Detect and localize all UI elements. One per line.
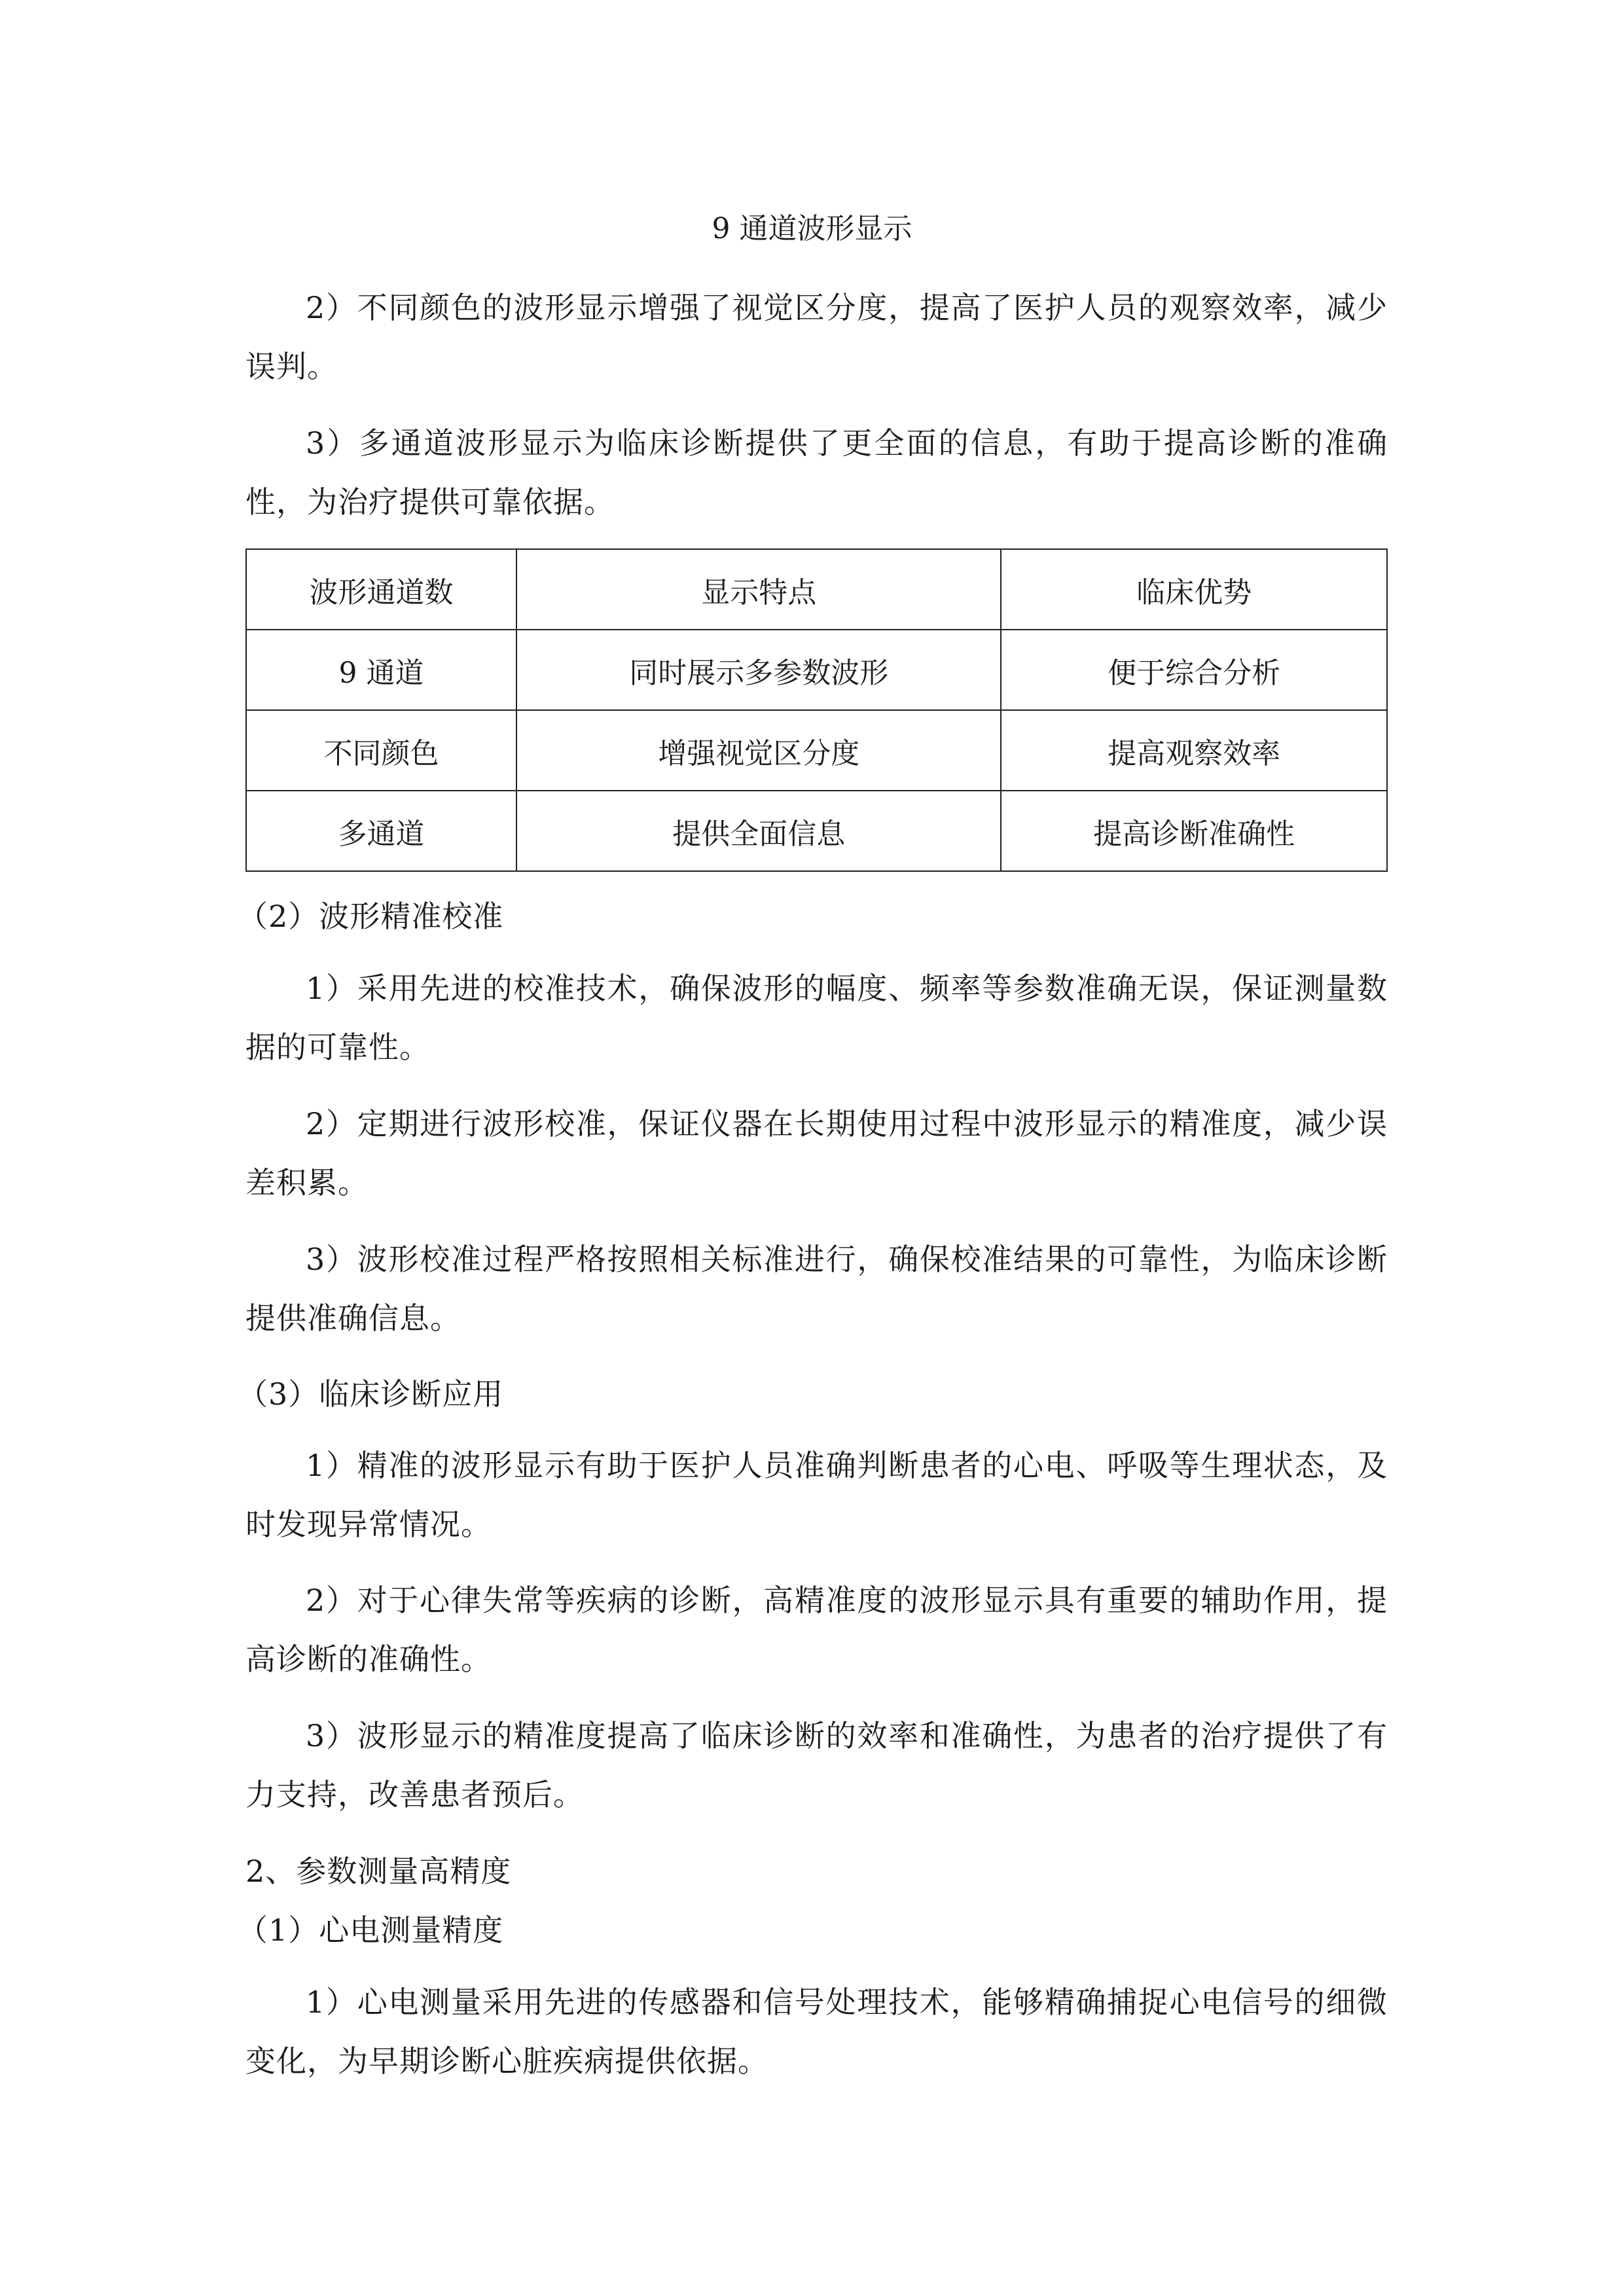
table-cell: 便于综合分析 (1001, 630, 1387, 710)
table-row (246, 791, 1387, 871)
paragraph: 2）对于心律失常等疾病的诊断，高精准度的波形显示具有重要的辅助作用，提高诊断的准确性。 (245, 1583, 1388, 1677)
paragraph: 1）采用先进的校准技术，确保波形的幅度、频率等参数准确无误，保证测量数据的可靠性。 (245, 971, 1388, 1065)
table-cell: 多通道 (246, 791, 516, 871)
figure-caption: 9 通道波形显示 (712, 212, 912, 245)
table-cell: 同时展示多参数波形 (516, 630, 1001, 710)
paragraph: 1）心电测量采用先进的传感器和信号处理技术，能够精确捕捉心电信号的细微变化，为早期诊断心脏疾病提供依据。 (245, 1984, 1388, 2079)
table-cell: 9 通道 (246, 630, 516, 710)
section-heading: （3）临床诊断应用 (238, 1376, 504, 1412)
table-cell: 提高观察效率 (1001, 710, 1387, 791)
paragraph: 1）精准的波形显示有助于医护人员准确判断患者的心电、呼吸等生理状态，及时发现异常情况。 (245, 1448, 1388, 1542)
table-cell: 提供全面信息 (516, 791, 1001, 871)
paragraph: 3）多通道波形显示为临床诊断提供了更全面的信息，有助于提高诊断的准确性，为治疗提供可靠依据。 (245, 425, 1388, 520)
section-heading: 2、参数测量高精度 (245, 1854, 512, 1889)
paragraph: 2）定期进行波形校准，保证仪器在长期使用过程中波形显示的精准度，减少误差积累。 (245, 1106, 1388, 1200)
table-cell: 提高诊断准确性 (1001, 791, 1387, 871)
table-header-cell: 临床优势 (1001, 549, 1387, 630)
section-heading: （2）波形精准校准 (238, 899, 504, 934)
table-header-row (246, 549, 1387, 630)
table-header-cell: 显示特点 (516, 549, 1001, 630)
waveform-table (245, 548, 1388, 872)
table-row (246, 710, 1387, 791)
table-row (246, 630, 1387, 710)
table-cell: 增强视觉区分度 (516, 710, 1001, 791)
table-cell: 不同颜色 (246, 710, 516, 791)
table-header-cell: 波形通道数 (246, 549, 516, 630)
paragraph: 3）波形显示的精准度提高了临床诊断的效率和准确性，为患者的治疗提供了有力支持，改善患者预后。 (245, 1718, 1388, 1812)
subsection-heading: （1）心电测量精度 (238, 1912, 504, 1948)
paragraph: 2）不同颜色的波形显示增强了视觉区分度，提高了医护人员的观察效率，减少误判。 (245, 290, 1388, 384)
paragraph: 3）波形校准过程严格按照相关标准进行，确保校准结果的可靠性，为临床诊断提供准确信息。 (245, 1242, 1388, 1336)
